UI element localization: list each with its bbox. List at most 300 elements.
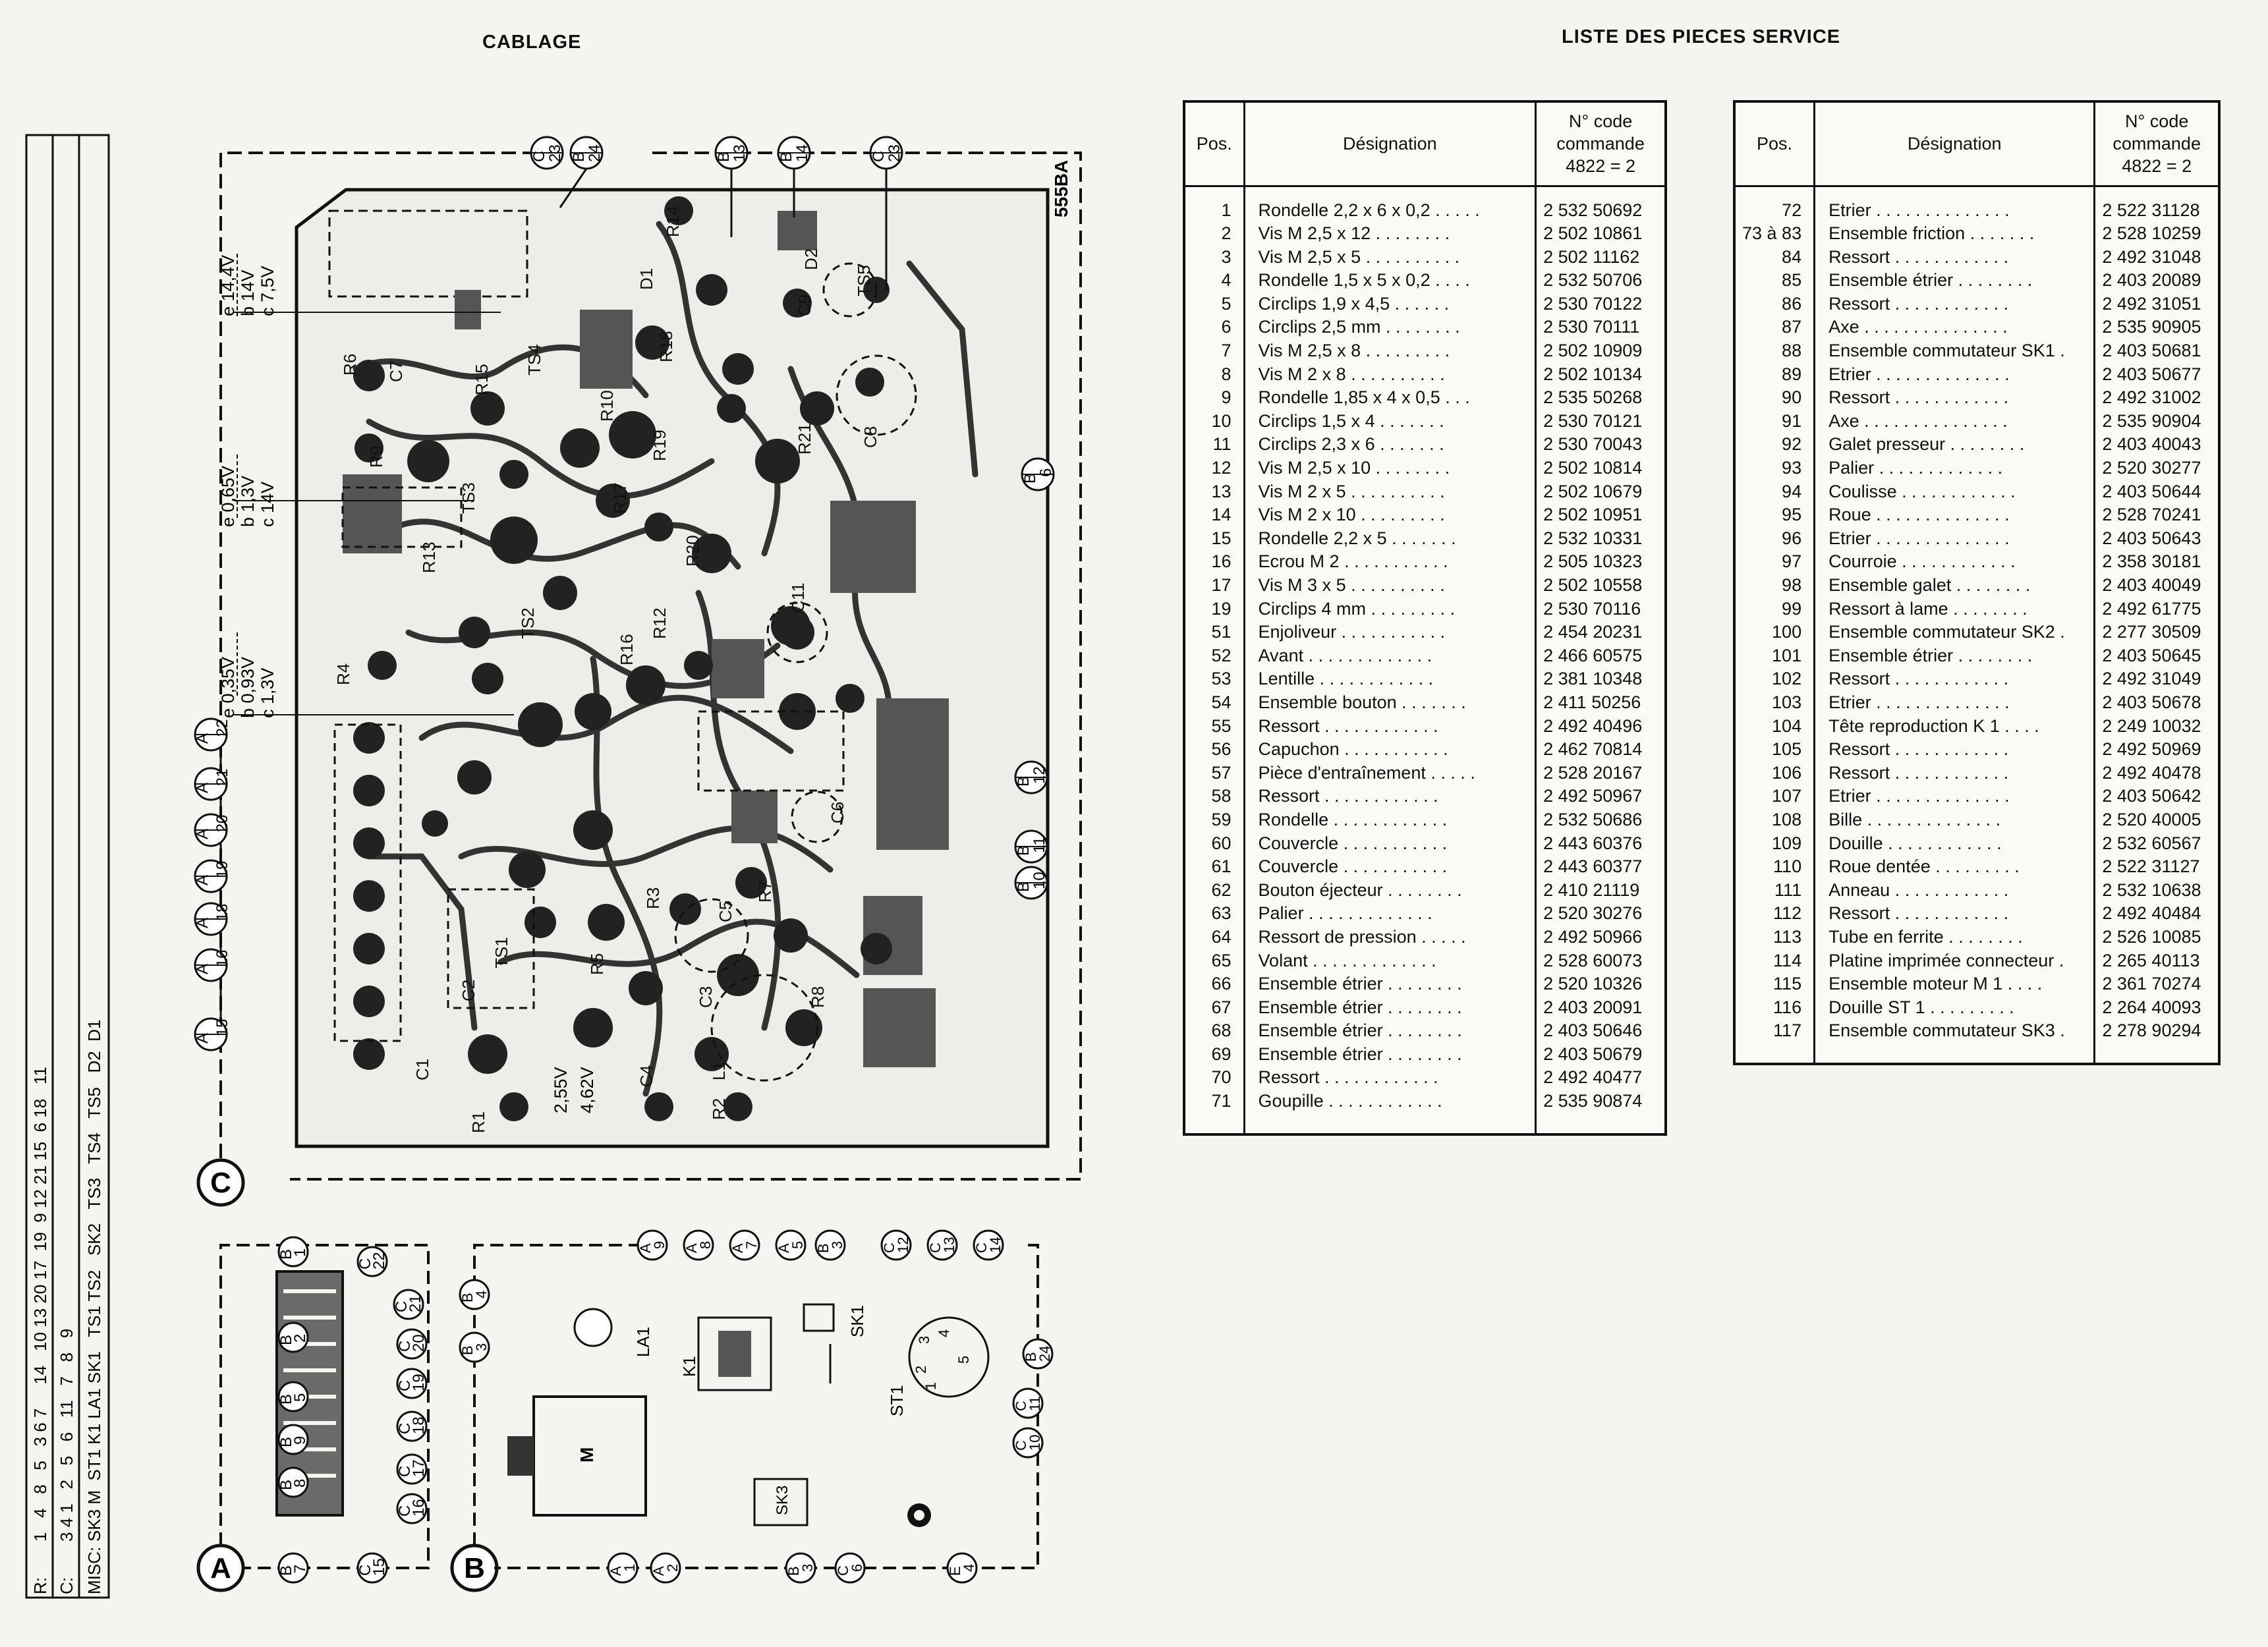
- cablage-title: CABLAGE: [482, 32, 582, 53]
- part-position: 71: [1184, 1090, 1244, 1134]
- table-row: [1734, 715, 2219, 739]
- b-pin-3c: 3: [799, 1563, 816, 1572]
- pin-b9: 9: [291, 1436, 309, 1445]
- part-code: 2 492 40478: [2102, 762, 2201, 783]
- part-code: 2 532 60567: [2102, 833, 2201, 853]
- c-pin-14: 14: [987, 1237, 1004, 1253]
- part-position: 85: [1734, 269, 1815, 293]
- part-code: 2 403 50642: [2102, 786, 2201, 806]
- part-designation: Rondelle 1,5 x 5 x 0,2 . . . .: [1244, 269, 1536, 293]
- c-pin-6: 6: [849, 1563, 865, 1572]
- part-position: 60: [1184, 832, 1244, 856]
- part-code: 2 532 50686: [1543, 809, 1643, 829]
- parts-table-left: [1183, 100, 1667, 1136]
- table-row: [1734, 433, 2219, 457]
- table-row: [1184, 902, 1666, 926]
- voltage-2-b: b 1,3V: [238, 475, 258, 527]
- table-row: [1184, 621, 1666, 644]
- table-row: [1734, 363, 2219, 387]
- label-r5: R5: [587, 953, 607, 975]
- part-designation: Avant . . . . . . . . . . . . .: [1244, 644, 1536, 668]
- table-row: [1734, 527, 2219, 551]
- part-position: 13: [1184, 480, 1244, 504]
- label-r8: R8: [808, 986, 828, 1008]
- table-row: [1734, 457, 2219, 480]
- part-designation: Circlips 1,9 x 4,5 . . . . . .: [1244, 293, 1536, 316]
- part-position: 100: [1734, 621, 1815, 644]
- section-label-a: A: [210, 1552, 231, 1584]
- table-row: [1734, 996, 2219, 1020]
- table-row: [1734, 222, 2219, 246]
- part-code: 2 492 40484: [2102, 903, 2201, 924]
- table-row: [1184, 503, 1666, 527]
- part-position: 65: [1184, 949, 1244, 973]
- part-designation: Ressort . . . . . . . . . . . .: [1815, 902, 2095, 926]
- part-position: 87: [1734, 316, 1815, 339]
- part-position: 92: [1734, 433, 1815, 457]
- label-r17: R17: [610, 482, 630, 514]
- part-code: 2 530 70111: [1543, 317, 1640, 337]
- part-code: 2 535 50268: [1543, 387, 1643, 408]
- part-code: 2 522 31127: [2102, 856, 2200, 877]
- svg-text:C: C: [1013, 1440, 1029, 1451]
- part-designation: Ressort . . . . . . . . . . . .: [1244, 715, 1536, 739]
- part-position: 63: [1184, 902, 1244, 926]
- voltage-2-e: e 0,65V: [218, 465, 238, 527]
- label-r14: R14: [663, 206, 683, 237]
- part-code: 2 492 31048: [2102, 246, 2201, 267]
- part-designation: Rondelle 2,2 x 6 x 0,2 . . . . .: [1244, 186, 1536, 222]
- part-position: 99: [1734, 598, 1815, 621]
- part-code: 2 520 30276: [1543, 903, 1643, 924]
- svg-text:B: B: [277, 1436, 295, 1447]
- part-code: 2 278 90294: [2102, 1020, 2201, 1041]
- part-position: 105: [1734, 738, 1815, 762]
- top-conn-b24: 24: [586, 144, 604, 162]
- part-position: 73 à 83: [1734, 222, 1815, 246]
- svg-text:A: A: [194, 733, 212, 744]
- svg-text:A: A: [650, 1566, 667, 1576]
- part-position: 84: [1734, 246, 1815, 269]
- part-position: 2: [1184, 222, 1244, 246]
- table-row: [1734, 808, 2219, 832]
- part-designation: Circlips 2,5 mm . . . . . . . .: [1244, 316, 1536, 339]
- c-values: 3 4 1 2 5 6 11 7 8 9: [57, 1328, 76, 1542]
- bottom-voltage-1: 2,55V: [551, 1067, 571, 1113]
- part-position: 6: [1184, 316, 1244, 339]
- a-connector-column: [194, 719, 231, 1050]
- part-designation: Lentille . . . . . . . . . . . .: [1244, 667, 1536, 691]
- table-row: [1184, 1090, 1666, 1134]
- table-row: [1734, 644, 2219, 668]
- label-r4: R4: [333, 663, 353, 685]
- table-row: [1184, 972, 1666, 996]
- table-row: [1734, 1019, 2219, 1064]
- table-row: [1734, 574, 2219, 598]
- table-row: [1734, 550, 2219, 574]
- part-position: 101: [1734, 644, 1815, 668]
- part-position: 62: [1184, 879, 1244, 903]
- table-row: [1184, 222, 1666, 246]
- table-row: [1734, 269, 2219, 293]
- part-position: 66: [1184, 972, 1244, 996]
- part-position: 7: [1184, 339, 1244, 363]
- part-position: 9: [1184, 386, 1244, 410]
- part-position: 113: [1734, 926, 1815, 949]
- label-r21: R21: [795, 423, 814, 455]
- c-pin-11: 11: [1027, 1396, 1043, 1411]
- table-row: [1734, 762, 2219, 785]
- part-code: 2 535 90874: [1543, 1091, 1643, 1111]
- table-row: [1184, 480, 1666, 504]
- label-r2: R2: [709, 1098, 729, 1120]
- table-row: [1184, 246, 1666, 269]
- b-pin-4: 4: [473, 1290, 490, 1298]
- part-code: 2 532 10331: [1543, 528, 1643, 548]
- part-code: 2 443 60377: [1543, 856, 1643, 877]
- svg-text:A: A: [683, 1243, 700, 1253]
- pin-c22: 22: [370, 1252, 388, 1270]
- part-position: 56: [1184, 738, 1244, 762]
- part-position: 86: [1734, 293, 1815, 316]
- part-position: 114: [1734, 949, 1815, 973]
- voltage-3-c: c 1,3V: [258, 667, 277, 718]
- part-designation: Ensemble commutateur SK2 .: [1815, 621, 2095, 644]
- svg-text:A: A: [776, 1243, 792, 1253]
- table-row: [1184, 1019, 1666, 1043]
- part-code: 2 264 40093: [2102, 997, 2201, 1017]
- part-position: 109: [1734, 832, 1815, 856]
- svg-text:B: B: [715, 151, 733, 162]
- table-row: [1734, 879, 2219, 903]
- svg-text:C: C: [530, 150, 548, 162]
- part-position: 52: [1184, 644, 1244, 668]
- part-position: 88: [1734, 339, 1815, 363]
- voltage-1-c: c 7,5V: [258, 265, 277, 316]
- a-pin-5: 5: [789, 1241, 806, 1249]
- label-r15: R15: [472, 364, 492, 395]
- pin-b1: 1: [291, 1248, 309, 1257]
- svg-text:C: C: [396, 1505, 414, 1517]
- table-row: [1184, 574, 1666, 598]
- part-position: 94: [1734, 480, 1815, 504]
- section-labels: [198, 1160, 497, 1590]
- svg-text:B: B: [277, 1565, 295, 1576]
- part-position: 5: [1184, 293, 1244, 316]
- table-row: [1184, 527, 1666, 551]
- part-designation: Vis M 2,5 x 5 . . . . . . . . . .: [1244, 246, 1536, 269]
- table-row: [1734, 503, 2219, 527]
- table-row: [1184, 598, 1666, 621]
- part-code: 2 358 30181: [2102, 551, 2201, 572]
- part-designation: Galet presseur . . . . . . . .: [1815, 433, 2095, 457]
- part-position: 12: [1184, 457, 1244, 480]
- part-designation: Ensemble friction . . . . . . .: [1815, 222, 2095, 246]
- svg-text:B: B: [459, 1345, 476, 1355]
- header-pos: Pos.: [1734, 101, 1815, 186]
- socket-label: ST1: [887, 1385, 907, 1416]
- part-code: 2 466 60575: [1543, 645, 1643, 665]
- table-row: [1184, 410, 1666, 433]
- part-designation: Ensemble étrier . . . . . . . .: [1815, 644, 2095, 668]
- part-designation: Etrier . . . . . . . . . . . . . .: [1815, 186, 2095, 222]
- pin-b7: 7: [291, 1564, 309, 1573]
- header-pos: Pos.: [1184, 101, 1244, 186]
- parts-table-right: [1733, 100, 2221, 1065]
- svg-text:C: C: [396, 1380, 414, 1391]
- table-row: [1734, 972, 2219, 996]
- table-row: [1184, 855, 1666, 879]
- part-code: 2 492 50966: [1543, 926, 1643, 947]
- c-pin-12: 12: [895, 1237, 911, 1253]
- b-pin-24: 24: [1036, 1345, 1053, 1362]
- part-designation: Couvercle . . . . . . . . . . .: [1244, 832, 1536, 856]
- part-designation: Axe . . . . . . . . . . . . . . .: [1815, 316, 2095, 339]
- b-conn-11: 11: [1031, 837, 1048, 853]
- header-designation: Désignation: [1815, 101, 2095, 186]
- part-designation: Tête reproduction K 1 . . . .: [1815, 715, 2095, 739]
- svg-text:B: B: [277, 1334, 295, 1345]
- e-pin-4: 4: [961, 1563, 977, 1572]
- label-ts1: TS1: [492, 937, 511, 968]
- part-code: 2 492 40496: [1543, 715, 1643, 736]
- pin-c20: 20: [410, 1334, 428, 1352]
- svg-text:B: B: [778, 151, 795, 162]
- voltage-3-b: b 0,93V: [238, 656, 258, 718]
- header-code: N° code commande 4822 = 2: [2095, 101, 2219, 186]
- section-label-b: B: [464, 1552, 485, 1584]
- a-pin-2: 2: [664, 1563, 681, 1572]
- label-r7: R7: [755, 880, 775, 903]
- part-code: 2 502 11162: [1543, 246, 1640, 267]
- svg-text:A: A: [194, 782, 212, 794]
- table-row: [1184, 1066, 1666, 1090]
- part-designation: Ressort . . . . . . . . . . . .: [1244, 785, 1536, 808]
- table-row: [1734, 738, 2219, 762]
- part-position: 59: [1184, 808, 1244, 832]
- svg-text:C: C: [881, 1242, 897, 1253]
- table-row: [1734, 832, 2219, 856]
- part-code: 2 403 50679: [1543, 1044, 1643, 1064]
- table-row: [1734, 386, 2219, 410]
- part-designation: Vis M 2 x 10 . . . . . . . . .: [1244, 503, 1536, 527]
- part-position: 55: [1184, 715, 1244, 739]
- part-code: 2 532 10638: [2102, 879, 2201, 900]
- switch-sk3-label: SK3: [774, 1485, 791, 1515]
- label-c2: C2: [459, 979, 478, 1001]
- part-position: 106: [1734, 762, 1815, 785]
- label-c8: C8: [861, 426, 880, 448]
- part-designation: Anneau . . . . . . . . . . . .: [1815, 879, 2095, 903]
- part-designation: Axe . . . . . . . . . . . . . . .: [1815, 410, 2095, 433]
- part-designation: Capuchon . . . . . . . . . . .: [1244, 738, 1536, 762]
- table-row: [1734, 926, 2219, 949]
- part-code: 2 502 10679: [1543, 481, 1643, 501]
- part-code: 2 403 50646: [1543, 1020, 1643, 1041]
- table-row: [1734, 293, 2219, 316]
- part-designation: Vis M 3 x 5 . . . . . . . . . .: [1244, 574, 1536, 598]
- table-row: [1734, 785, 2219, 808]
- label-c9: C9: [795, 294, 814, 316]
- part-position: 96: [1734, 527, 1815, 551]
- part-code: 2 403 50645: [2102, 645, 2201, 665]
- svg-text:A: A: [194, 1032, 212, 1044]
- table-row: [1734, 480, 2219, 504]
- part-designation: Ensemble étrier . . . . . . . .: [1815, 269, 2095, 293]
- svg-text:B: B: [459, 1293, 476, 1302]
- socket-pin-3: 3: [916, 1335, 932, 1344]
- part-position: 69: [1184, 1043, 1244, 1067]
- label-d1: D1: [637, 267, 656, 290]
- label-r6: R6: [340, 353, 360, 376]
- part-designation: Ensemble commutateur SK1 .: [1815, 339, 2095, 363]
- part-position: 107: [1734, 785, 1815, 808]
- part-designation: Ressort . . . . . . . . . . . .: [1815, 762, 2095, 785]
- part-code: 2 403 50678: [2102, 692, 2201, 712]
- svg-text:C: C: [356, 1564, 374, 1576]
- svg-text:A: A: [608, 1566, 624, 1576]
- table-row: [1184, 316, 1666, 339]
- svg-text:B: B: [277, 1393, 295, 1405]
- svg-text:B: B: [1015, 845, 1033, 856]
- table-row: [1734, 667, 2219, 691]
- part-designation: Ensemble étrier . . . . . . . .: [1244, 972, 1536, 996]
- b-conn-10: 10: [1031, 872, 1048, 889]
- part-designation: Douille ST 1 . . . . . . . . .: [1815, 996, 2095, 1020]
- pin-c21: 21: [407, 1295, 424, 1312]
- label-d2: D2: [801, 248, 821, 270]
- a-pin-7: 7: [743, 1241, 760, 1249]
- part-code: 2 535 90904: [2102, 410, 2201, 431]
- label-c7: C7: [386, 360, 406, 382]
- part-code: 2 249 10032: [2102, 715, 2201, 736]
- section-b-block: [459, 1231, 1053, 1582]
- c-pin-10: 10: [1027, 1434, 1043, 1451]
- b-pin-3: 3: [473, 1343, 490, 1351]
- svg-text:A: A: [194, 828, 212, 840]
- part-designation: Tube en ferrite . . . . . . . .: [1815, 926, 2095, 949]
- part-position: 112: [1734, 902, 1815, 926]
- part-designation: Palier . . . . . . . . . . . . .: [1244, 902, 1536, 926]
- svg-text:B: B: [785, 1566, 802, 1576]
- b-conn-12: 12: [1031, 766, 1048, 784]
- voltage-1-b: b 14V: [238, 269, 258, 316]
- part-code: 2 492 31002: [2102, 387, 2201, 408]
- pin-c17: 17: [410, 1459, 428, 1477]
- a-conn-22: 22: [213, 719, 231, 737]
- svg-text:A: A: [194, 917, 212, 929]
- label-r12: R12: [650, 607, 669, 639]
- part-code: 2 403 20091: [1543, 997, 1643, 1017]
- a-pin-8: 8: [697, 1241, 714, 1249]
- part-code: 2 403 50681: [2102, 341, 2201, 361]
- section-label-c: C: [210, 1167, 231, 1199]
- part-code: 2 528 20167: [1543, 762, 1643, 783]
- table-row: [1184, 949, 1666, 973]
- voltage-2-c: c 14V: [258, 481, 277, 527]
- part-designation: Ensemble étrier . . . . . . . .: [1244, 1043, 1536, 1067]
- part-code: 2 528 60073: [1543, 950, 1643, 970]
- table-row: [1734, 339, 2219, 363]
- svg-text:A: A: [194, 963, 212, 975]
- svg-text:C: C: [1013, 1401, 1029, 1411]
- part-designation: Rondelle 2,2 x 5 . . . . . . .: [1244, 527, 1536, 551]
- part-position: 89: [1734, 363, 1815, 387]
- part-designation: Ensemble bouton . . . . . . .: [1244, 691, 1536, 715]
- motor-label: M: [577, 1447, 597, 1463]
- part-designation: Douille . . . . . . . . . . . .: [1815, 832, 2095, 856]
- label-l1: L1: [709, 1061, 729, 1080]
- part-code: 2 530 70122: [1543, 293, 1643, 314]
- label-c3: C3: [696, 986, 716, 1008]
- part-designation: Ressort de pression . . . . .: [1244, 926, 1536, 949]
- part-position: 10: [1184, 410, 1244, 433]
- part-position: 68: [1184, 1019, 1244, 1043]
- table-row: [1734, 598, 2219, 621]
- r-label: R:: [30, 1577, 50, 1594]
- table-row: [1184, 762, 1666, 785]
- part-position: 4: [1184, 269, 1244, 293]
- pin-c16: 16: [410, 1499, 428, 1517]
- part-position: 3: [1184, 246, 1244, 269]
- svg-text:B: B: [277, 1248, 295, 1260]
- part-position: 14: [1184, 503, 1244, 527]
- part-code: 2 502 10558: [1543, 575, 1643, 595]
- part-position: 97: [1734, 550, 1815, 574]
- table-row: [1184, 269, 1666, 293]
- part-code: 2 492 31051: [2102, 293, 2201, 314]
- part-code: 2 520 30277: [2102, 458, 2201, 478]
- svg-text:B: B: [1015, 775, 1033, 787]
- part-code: 2 410 21119: [1543, 879, 1640, 900]
- part-code: 2 403 50677: [2102, 364, 2201, 384]
- svg-text:C: C: [927, 1242, 944, 1253]
- part-designation: Ressort . . . . . . . . . . . .: [1815, 738, 2095, 762]
- part-designation: Platine imprimée connecteur .: [1815, 949, 2095, 973]
- part-designation: Etrier . . . . . . . . . . . . . .: [1815, 527, 2095, 551]
- part-code: 2 403 50644: [2102, 481, 2201, 501]
- part-code: 2 265 40113: [2102, 950, 2200, 970]
- part-position: 67: [1184, 996, 1244, 1020]
- socket-pin-2: 2: [913, 1365, 929, 1374]
- part-position: 61: [1184, 855, 1244, 879]
- top-conn-c23a: 23: [546, 144, 564, 162]
- part-code: 2 492 50969: [2102, 739, 2201, 760]
- parts-table-left-body: [1184, 186, 1666, 1134]
- table-row: [1184, 550, 1666, 574]
- part-code: 2 502 10861: [1543, 223, 1643, 244]
- table-row: [1184, 433, 1666, 457]
- part-code: 2 530 70121: [1543, 410, 1643, 431]
- svg-text:B: B: [570, 151, 588, 162]
- label-ts5: TS5: [854, 265, 874, 296]
- part-designation: Rondelle 1,85 x 4 x 0,5 . . .: [1244, 386, 1536, 410]
- part-code: 2 492 50967: [1543, 786, 1643, 806]
- label-c5: C5: [716, 900, 735, 922]
- pin-b8: 8: [291, 1478, 309, 1488]
- label-c4: C4: [637, 1065, 656, 1087]
- part-designation: Vis M 2 x 8 . . . . . . . . . .: [1244, 363, 1536, 387]
- label-r19: R19: [650, 430, 669, 461]
- svg-text:A: A: [637, 1243, 654, 1253]
- table-row: [1734, 186, 2219, 222]
- table-row: [1184, 339, 1666, 363]
- part-designation: Volant . . . . . . . . . . . . .: [1244, 949, 1536, 973]
- part-position: 53: [1184, 667, 1244, 691]
- part-position: 116: [1734, 996, 1815, 1020]
- a-conn-19: 19: [213, 860, 231, 879]
- top-conn-c23b: 23: [886, 144, 903, 162]
